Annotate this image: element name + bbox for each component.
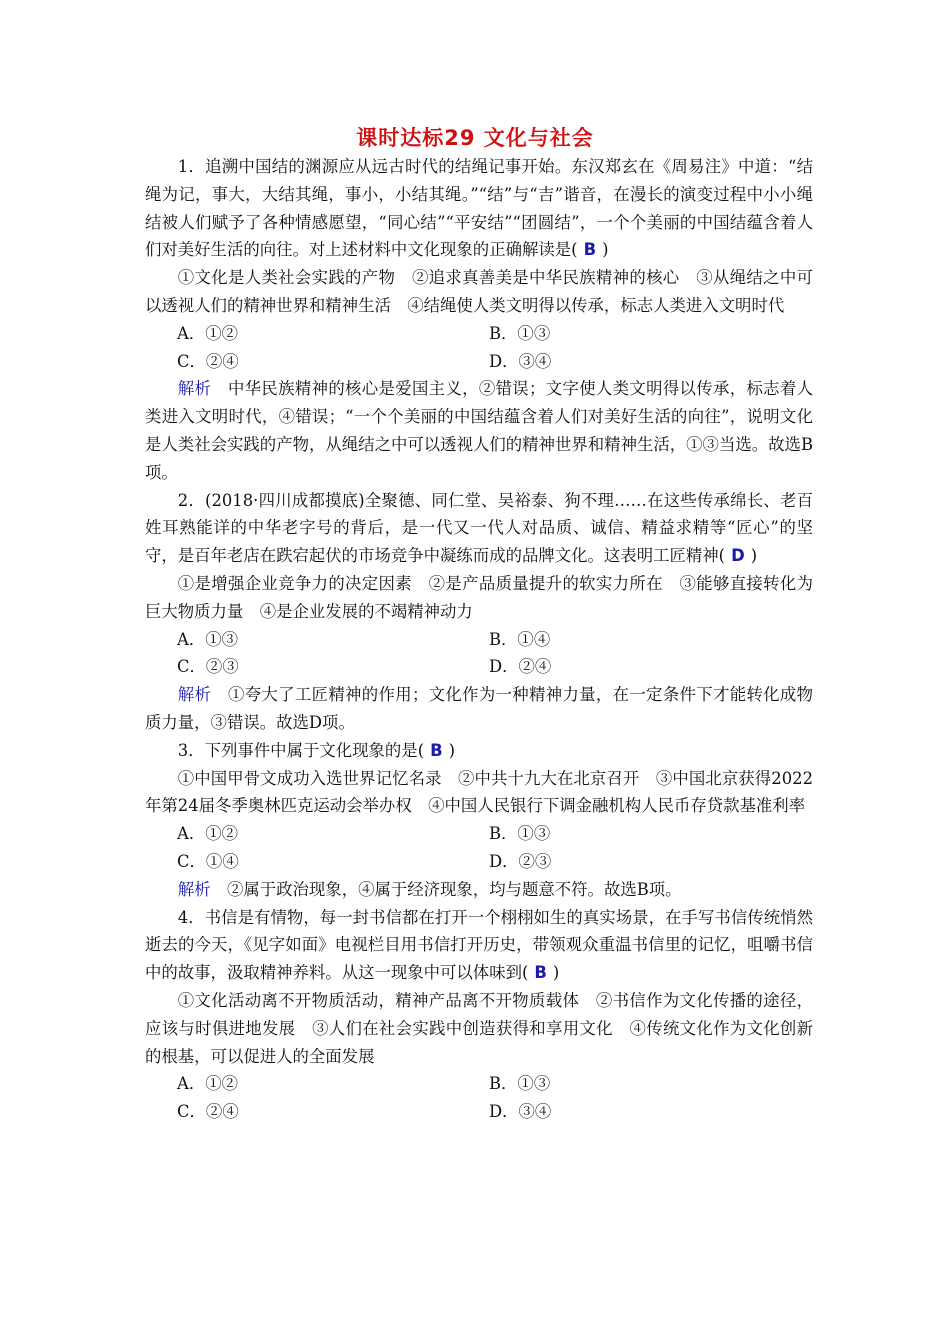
question-1 <box>145 153 813 487</box>
question-stem: 2．(2018·四川成都摸底)全聚德、同仁堂、吴裕泰、狗不理……在这些传承绵长、老百姓耳熟能详的中华老字号的背后，是一代又一代人对品质、诚信、精益求精等“匠心”的坚守，是百年老店在跌宕起伏的市场竞争中凝练而成的品牌文化。这表明工匠精神( D ) <box>145 490 813 566</box>
explanation-label: 解析 <box>177 879 211 899</box>
answer-options <box>145 626 813 682</box>
question-3 <box>145 737 813 904</box>
question-stem: 3．下列事件中属于文化现象的是( B ) <box>177 740 455 760</box>
answer-key: D <box>731 546 745 566</box>
question-statements: ①是增强企业竞争力的决定因素 ②是产品质量提升的软实力所在 ③能够直接转化为巨大物质力量 ④是企业发展的不竭精神动力 <box>145 573 813 621</box>
question-list <box>145 153 813 1126</box>
question-4 <box>145 904 813 1126</box>
question-2 <box>145 487 813 737</box>
question-stem: 4．书信是有情物，每一封书信都在打开一个栩栩如生的真实场景，在手写书信传统悄然逝去的今天，《见字如面》电视栏目用书信打开历史，带领观众重温书信里的记忆，咀嚼书信中的故事，汲取精神养料。从这一现象中可以体味到( B ) <box>145 907 813 983</box>
answer-options <box>145 320 813 376</box>
option-d: D．③④ <box>489 1102 552 1122</box>
explanation-label: 解析 <box>177 379 212 399</box>
question-statements: ①文化活动离不开物质活动，精神产品离不开物质载体 ②书信作为文化传播的途径，应该与时俱进地发展 ③人们在社会实践中创造获得和享用文化 ④传统文化作为文化创新的根基，可以促进人的全面发展 <box>145 990 813 1066</box>
answer-key: B <box>534 963 547 983</box>
answer-key: B <box>583 240 597 260</box>
explanation: 解析 中华民族精神的核心是爱国主义，②错误；文字使人类文明得以传承，标志着人类进入文明时代，④错误；“一个个美丽的中国结蕴含着人们对美好生活的向往”，说明文化是人类社会实践的产物，从绳结之中可以透视人们的精神世界和精神生活，①③当选。故选B项。 <box>145 379 814 482</box>
question-statements: ①中国甲骨文成功入选世界记忆名录 ②中共十九大在北京召开 ③中国北京获得2022年第24届冬季奥林匹克运动会举办权 ④中国人民银行下调金融机构人民币存贷款基准利率 <box>145 768 813 816</box>
page-title: 课时达标29 文化与社会 <box>356 126 594 150</box>
option-a: A．①② <box>177 1074 239 1094</box>
option-d: D．③④ <box>489 351 552 371</box>
option-b: B．①③ <box>489 1074 551 1094</box>
explanation-label: 解析 <box>177 685 212 705</box>
question-statements: ①文化是人类社会实践的产物 ②追求真善美是中华民族精神的核心 ③从绳结之中可以透视人们的精神世界和精神生活 ④结绳使人类文明得以传承，标志人类进入文明时代 <box>145 268 813 315</box>
option-a: A．①② <box>177 824 239 844</box>
answer-key: B <box>430 740 443 760</box>
question-stem: 1．追溯中国结的渊源应从远古时代的结绳记事开始。东汉郑玄在《周易注》中道：“结绳为记，事大，大结其绳，事小，小结其绳。”“结”与“吉”谐音，在漫长的演变过程中小小绳结被人们赋予了各种情感愿望，“同心结”“平安结”“团圆结”，一个个美丽的中国结蕴含着人们对美好生活的向往。对上述材料中文化现象的正确解读是( B ) <box>145 157 813 260</box>
option-c: C．①④ <box>177 851 239 871</box>
option-b: B．①③ <box>489 323 551 343</box>
option-c: C．②③ <box>177 657 239 677</box>
option-d: D．②③ <box>489 851 552 871</box>
option-a: A．①② <box>177 323 239 343</box>
option-a: A．①③ <box>177 629 239 649</box>
answer-options <box>145 1070 813 1126</box>
explanation: 解析 ②属于政治现象，④属于经济现象，均与题意不符。故选B项。 <box>177 879 682 899</box>
option-c: C．②④ <box>177 351 239 371</box>
option-b: B．①④ <box>489 629 551 649</box>
option-c: C．②④ <box>177 1102 239 1122</box>
option-d: D．②④ <box>489 657 552 677</box>
option-b: B．①③ <box>489 824 551 844</box>
answer-options <box>145 820 813 876</box>
explanation: 解析 ①夸大了工匠精神的作用；文化作为一种精神力量，在一定条件下才能转化成物质力量，③错误。故选D项。 <box>145 685 814 732</box>
